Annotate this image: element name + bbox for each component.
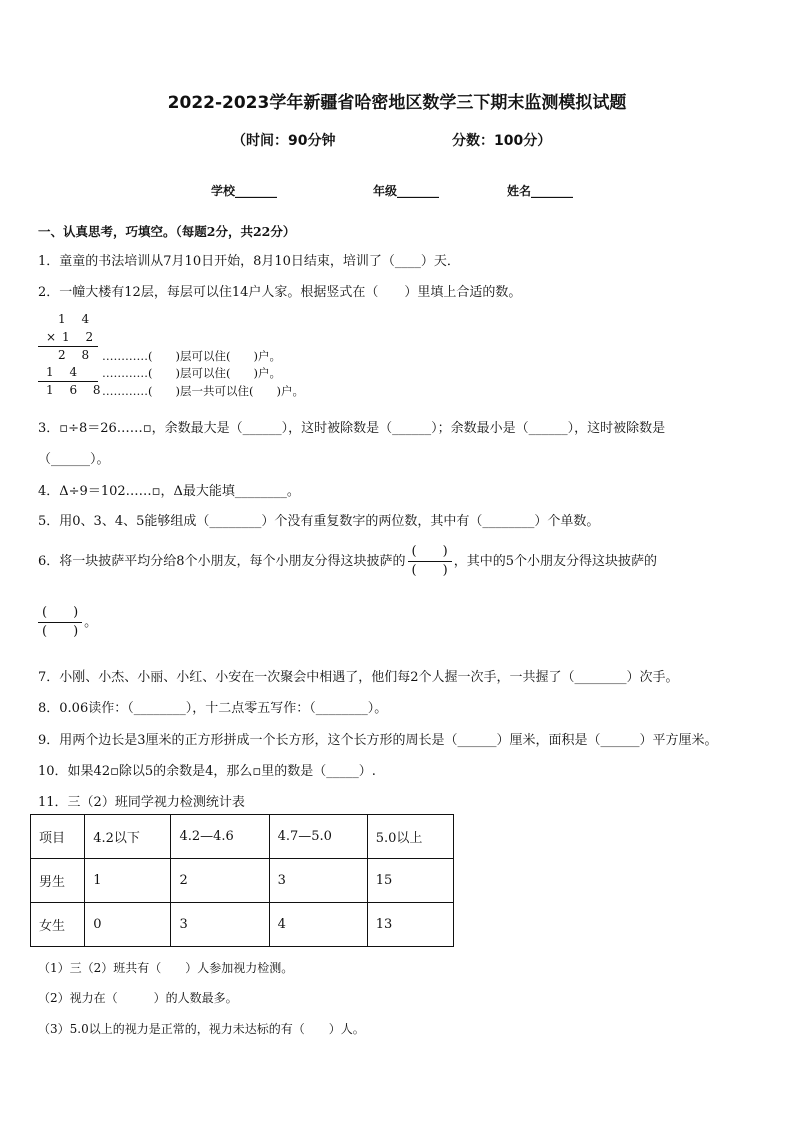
- question-11: 11．三（2）班同学视力检测统计表: [38, 795, 245, 810]
- table-row: [31, 859, 454, 903]
- table-header-cell: 5.0以上: [367, 815, 453, 859]
- table-header-cell: 项目: [31, 815, 85, 859]
- question-5: 5．用0、3、4、5能够组成（________）个没有重复数字的两位数，其中有（________）个单数。: [38, 514, 600, 529]
- table-cell: 女生: [31, 903, 85, 947]
- question-3: 3．▫÷8＝26……▫，余数最大是（______），这时被除数是（______）；余数最小是（______），这时被除数是: [38, 421, 666, 436]
- question-8: 8．0.06读作：（________），十二点零五写作：（________）。: [38, 701, 388, 716]
- vm-row-2: ×1 2: [46, 330, 100, 344]
- table-cell: 0: [85, 903, 171, 947]
- vm-row-3: 2 8: [58, 348, 96, 362]
- table-header-cell: 4.2以下: [85, 815, 171, 859]
- section-heading: 一、认真思考，巧填空。（每题2分，共22分）: [38, 224, 296, 239]
- question-10: 10．如果42▫除以5的余数是4，那么▫里的数是（_____）.: [38, 764, 376, 779]
- vm-blank-1: …………( )层可以住( )户。: [102, 349, 281, 363]
- sub-question-1: （1）三（2）班共有（ ）人参加视力检测。: [38, 961, 294, 975]
- question-6-cont: [38, 604, 97, 641]
- fraction-1-denominator: ( ): [411, 563, 448, 578]
- vm-row-1: 1 4: [58, 312, 96, 326]
- question-6: [38, 543, 657, 580]
- fraction-blank-1: [408, 543, 452, 580]
- table-cell: 1: [85, 859, 171, 903]
- table-cell: 2: [171, 859, 269, 903]
- fraction-2-denominator: ( ): [42, 624, 79, 639]
- table-cell: 3: [269, 859, 367, 903]
- question-6-end: 。: [84, 615, 98, 630]
- question-1: 1．童童的书法培训从7月10日开始，8月10日结束，培训了（____）天．: [38, 254, 460, 269]
- sub-question-2: （2）视力在（ ）的人数最多。: [38, 991, 238, 1005]
- vm-line-2: [38, 381, 98, 382]
- question-3-cont: （______）。: [38, 452, 110, 467]
- vm-blank-2: …………( )层可以住( )户。: [102, 366, 281, 380]
- exam-score: 分数：100分）: [452, 133, 552, 149]
- school-field: 学校_______: [211, 184, 278, 198]
- page-title: 2022-2023学年新疆省哈密地区数学三下期末监测模拟试题: [167, 93, 627, 113]
- table-row: [31, 903, 454, 947]
- fraction-2-numerator: ( ): [38, 604, 82, 623]
- fraction-blank-2: [38, 604, 82, 641]
- sub-question-3: （3）5.0以上的视力是正常的，视力未达标的有（ ）人。: [38, 1022, 365, 1036]
- vm-row-4: 1 4: [46, 365, 84, 379]
- table-header-cell: 4.2—4.6: [171, 815, 269, 859]
- question-4: 4．Δ÷9＝102……▫，Δ最大能填________。: [38, 484, 300, 499]
- exam-time: （时间：90分钟: [232, 133, 336, 149]
- table-cell: 男生: [31, 859, 85, 903]
- vm-line-1: [38, 346, 98, 347]
- vision-stats-table: [30, 814, 454, 947]
- question-6-text-a: 6．将一块披萨平均分给8个小朋友，每个小朋友分得这块披萨的: [38, 554, 406, 569]
- grade-field: 年级_______: [373, 184, 440, 198]
- vm-row-5: 1 6 8: [46, 383, 107, 397]
- table-header-cell: 4.7—5.0: [269, 815, 367, 859]
- table-cell: 3: [171, 903, 269, 947]
- table-cell: 15: [367, 859, 453, 903]
- table-cell: 4: [269, 903, 367, 947]
- question-9: 9．用两个边长是3厘米的正方形拼成一个长方形，这个长方形的周长是（______）厘米，面积是（______）平方厘米。: [38, 733, 718, 748]
- question-6-text-b: ，其中的5个小朋友分得这块披萨的: [453, 554, 657, 569]
- name-field: 姓名_______: [507, 184, 574, 198]
- vm-blank-3: …………( )层一共可以住( )户。: [102, 384, 304, 398]
- question-7: 7．小刚、小杰、小丽、小红、小安在一次聚会中相遇了，他们每2个人握一次手，一共握了（________）次手。: [38, 670, 679, 685]
- question-2: 2．一幢大楼有12层，每层可以住14户人家。根据竖式在（ ）里填上合适的数。: [38, 285, 522, 300]
- fraction-1-numerator: ( ): [408, 543, 452, 562]
- table-cell: 13: [367, 903, 453, 947]
- table-header-row: [31, 815, 454, 859]
